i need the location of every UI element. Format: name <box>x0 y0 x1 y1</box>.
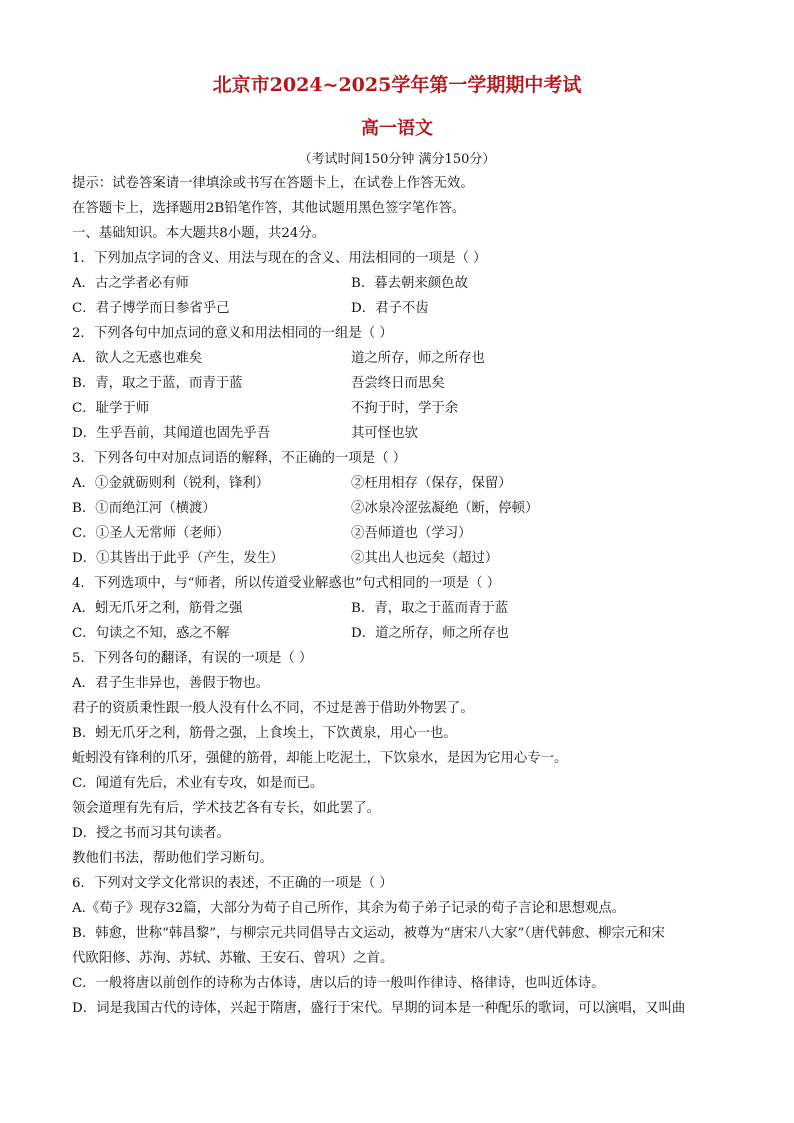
option: C．句读之不知，惑之不解 <box>72 626 230 641</box>
question-stem: 3．下列各句中对加点词语的解释，不正确的一项是（ ） <box>72 451 407 466</box>
question-stem: 2．下列各句中加点词的意义和用法相同的一组是（ ） <box>72 326 393 341</box>
translation: 君子的资质秉性跟一般人没有什么不同，不过是善于借助外物罢了。 <box>72 701 474 716</box>
option: A．君子生非异也，善假于物也。 <box>72 676 270 691</box>
option: D．道之所存，师之所存也 <box>351 626 510 641</box>
note-line: 在答题卡上，选择题用2B铅笔作答，其他试题用黑色签字笔作答。 <box>72 201 466 216</box>
option-row <box>72 346 722 371</box>
option: B．韩愈，世称“韩昌黎”，与柳宗元共同倡导古文运动，被尊为“唐宋八大家”（唐代韩愈、柳宗元和宋 <box>72 926 665 941</box>
option-row <box>72 621 722 646</box>
option: D．①其皆出于此乎（产生，发生） <box>72 551 284 566</box>
subject-title: 高一语文 <box>361 118 433 139</box>
option-row <box>72 396 722 421</box>
option: B．①而绝江河（横渡） <box>72 501 216 516</box>
option: D．生乎吾前，其闻道也固先乎吾 <box>72 426 271 441</box>
option-pair: ②冰泉冷涩弦凝绝（断，停顿） <box>351 501 539 516</box>
option-pair: 不拘于时，学于余 <box>351 401 459 416</box>
question-stem: 1．下列加点字词的含义、用法与现在的含义、用法相同的一项是（ ） <box>72 251 487 266</box>
question-stem: 4．下列选项中，与“师者，所以传道受业解惑也”句式相同的一项是（ ） <box>72 576 501 591</box>
translation: 蚯蚓没有锋利的爪牙，强健的筋骨，却能上吃泥土，下饮泉水，是因为它用心专一。 <box>72 751 568 766</box>
option: A．古之学者必有师 <box>72 276 189 291</box>
option: D．君子不齿 <box>351 301 429 316</box>
option: C．一般将唐以前创作的诗称为古体诗，唐以后的诗一般叫作律诗、格律诗，也叫近体诗。 <box>72 976 605 991</box>
option: C．闻道有先后，术业有专攻，如是而已。 <box>72 776 324 791</box>
translation: 教他们书法，帮助他们学习断句。 <box>72 851 273 866</box>
option-row <box>72 296 722 321</box>
option-pair: ②吾师道也（学习） <box>351 526 472 541</box>
question-stem: 6．下列对文学文化常识的表述，不正确的一项是（ ） <box>72 876 393 891</box>
option-pair: 其可怪也欤 <box>351 426 418 441</box>
exam-body <box>72 171 722 1021</box>
question-stem: 5．下列各句的翻译，有误的一项是（ ） <box>72 651 313 666</box>
option: D．授之书而习其句读者。 <box>72 826 231 841</box>
section-heading: 一、基础知识。本大题共8小题，共24分。 <box>72 226 326 241</box>
option: D．词是我国古代的诗体，兴起于隋唐，盛行于宋代。早期的词本是一种配乐的歌词，可以演唱，又叫曲 <box>72 1001 686 1016</box>
option: C．①圣人无常师（老师） <box>72 526 230 541</box>
option-pair: 吾尝终日而思矣 <box>351 376 445 391</box>
option-continued: 代欧阳修、苏洵、苏轼、苏辙、王安石、曾巩）之首。 <box>72 951 394 966</box>
exam-info: （考试时间150分钟 满分150分） <box>298 152 496 167</box>
option-row <box>72 371 722 396</box>
option-row <box>72 521 722 546</box>
exam-title: 北京市2024~2025学年第一学期期中考试 <box>212 74 582 96</box>
option: A.《荀子》现存32篇，大部分为荀子自己所作，其余为荀子弟子记录的荀子言论和思想观点。 <box>72 901 626 916</box>
option-row <box>72 271 722 296</box>
option: C．君子博学而日参省乎己 <box>72 301 230 316</box>
note-line: 提示：试卷答案请一律填涂或书写在答题卡上，在试卷上作答无效。 <box>72 176 474 191</box>
option-pair: 道之所存，师之所存也 <box>351 351 485 366</box>
option: A．欲人之无惑也难矣 <box>72 351 203 366</box>
option: A．蚓无爪牙之利，筋骨之强 <box>72 601 243 616</box>
option: B．暮去朝来颜色故 <box>351 276 468 291</box>
option-row <box>72 421 722 446</box>
option-row <box>72 496 722 521</box>
option: B．蚓无爪牙之利，筋骨之强，上食埃土，下饮黄泉，用心一也。 <box>72 726 457 741</box>
option-pair: ②枉用相存（保存，保留） <box>351 476 512 491</box>
option-row <box>72 596 722 621</box>
option: B．青，取之于蓝而青于蓝 <box>351 601 509 616</box>
translation: 领会道理有先有后，学术技艺各有专长，如此罢了。 <box>72 801 380 816</box>
option-row <box>72 471 722 496</box>
option: A．①金就砺则利（锐利，锋利） <box>72 476 270 491</box>
option: C．耻学于师 <box>72 401 150 416</box>
option-row <box>72 546 722 571</box>
option-pair: ②其出人也远矣（超过） <box>351 551 499 566</box>
option: B．青，取之于蓝，而青于蓝 <box>72 376 243 391</box>
